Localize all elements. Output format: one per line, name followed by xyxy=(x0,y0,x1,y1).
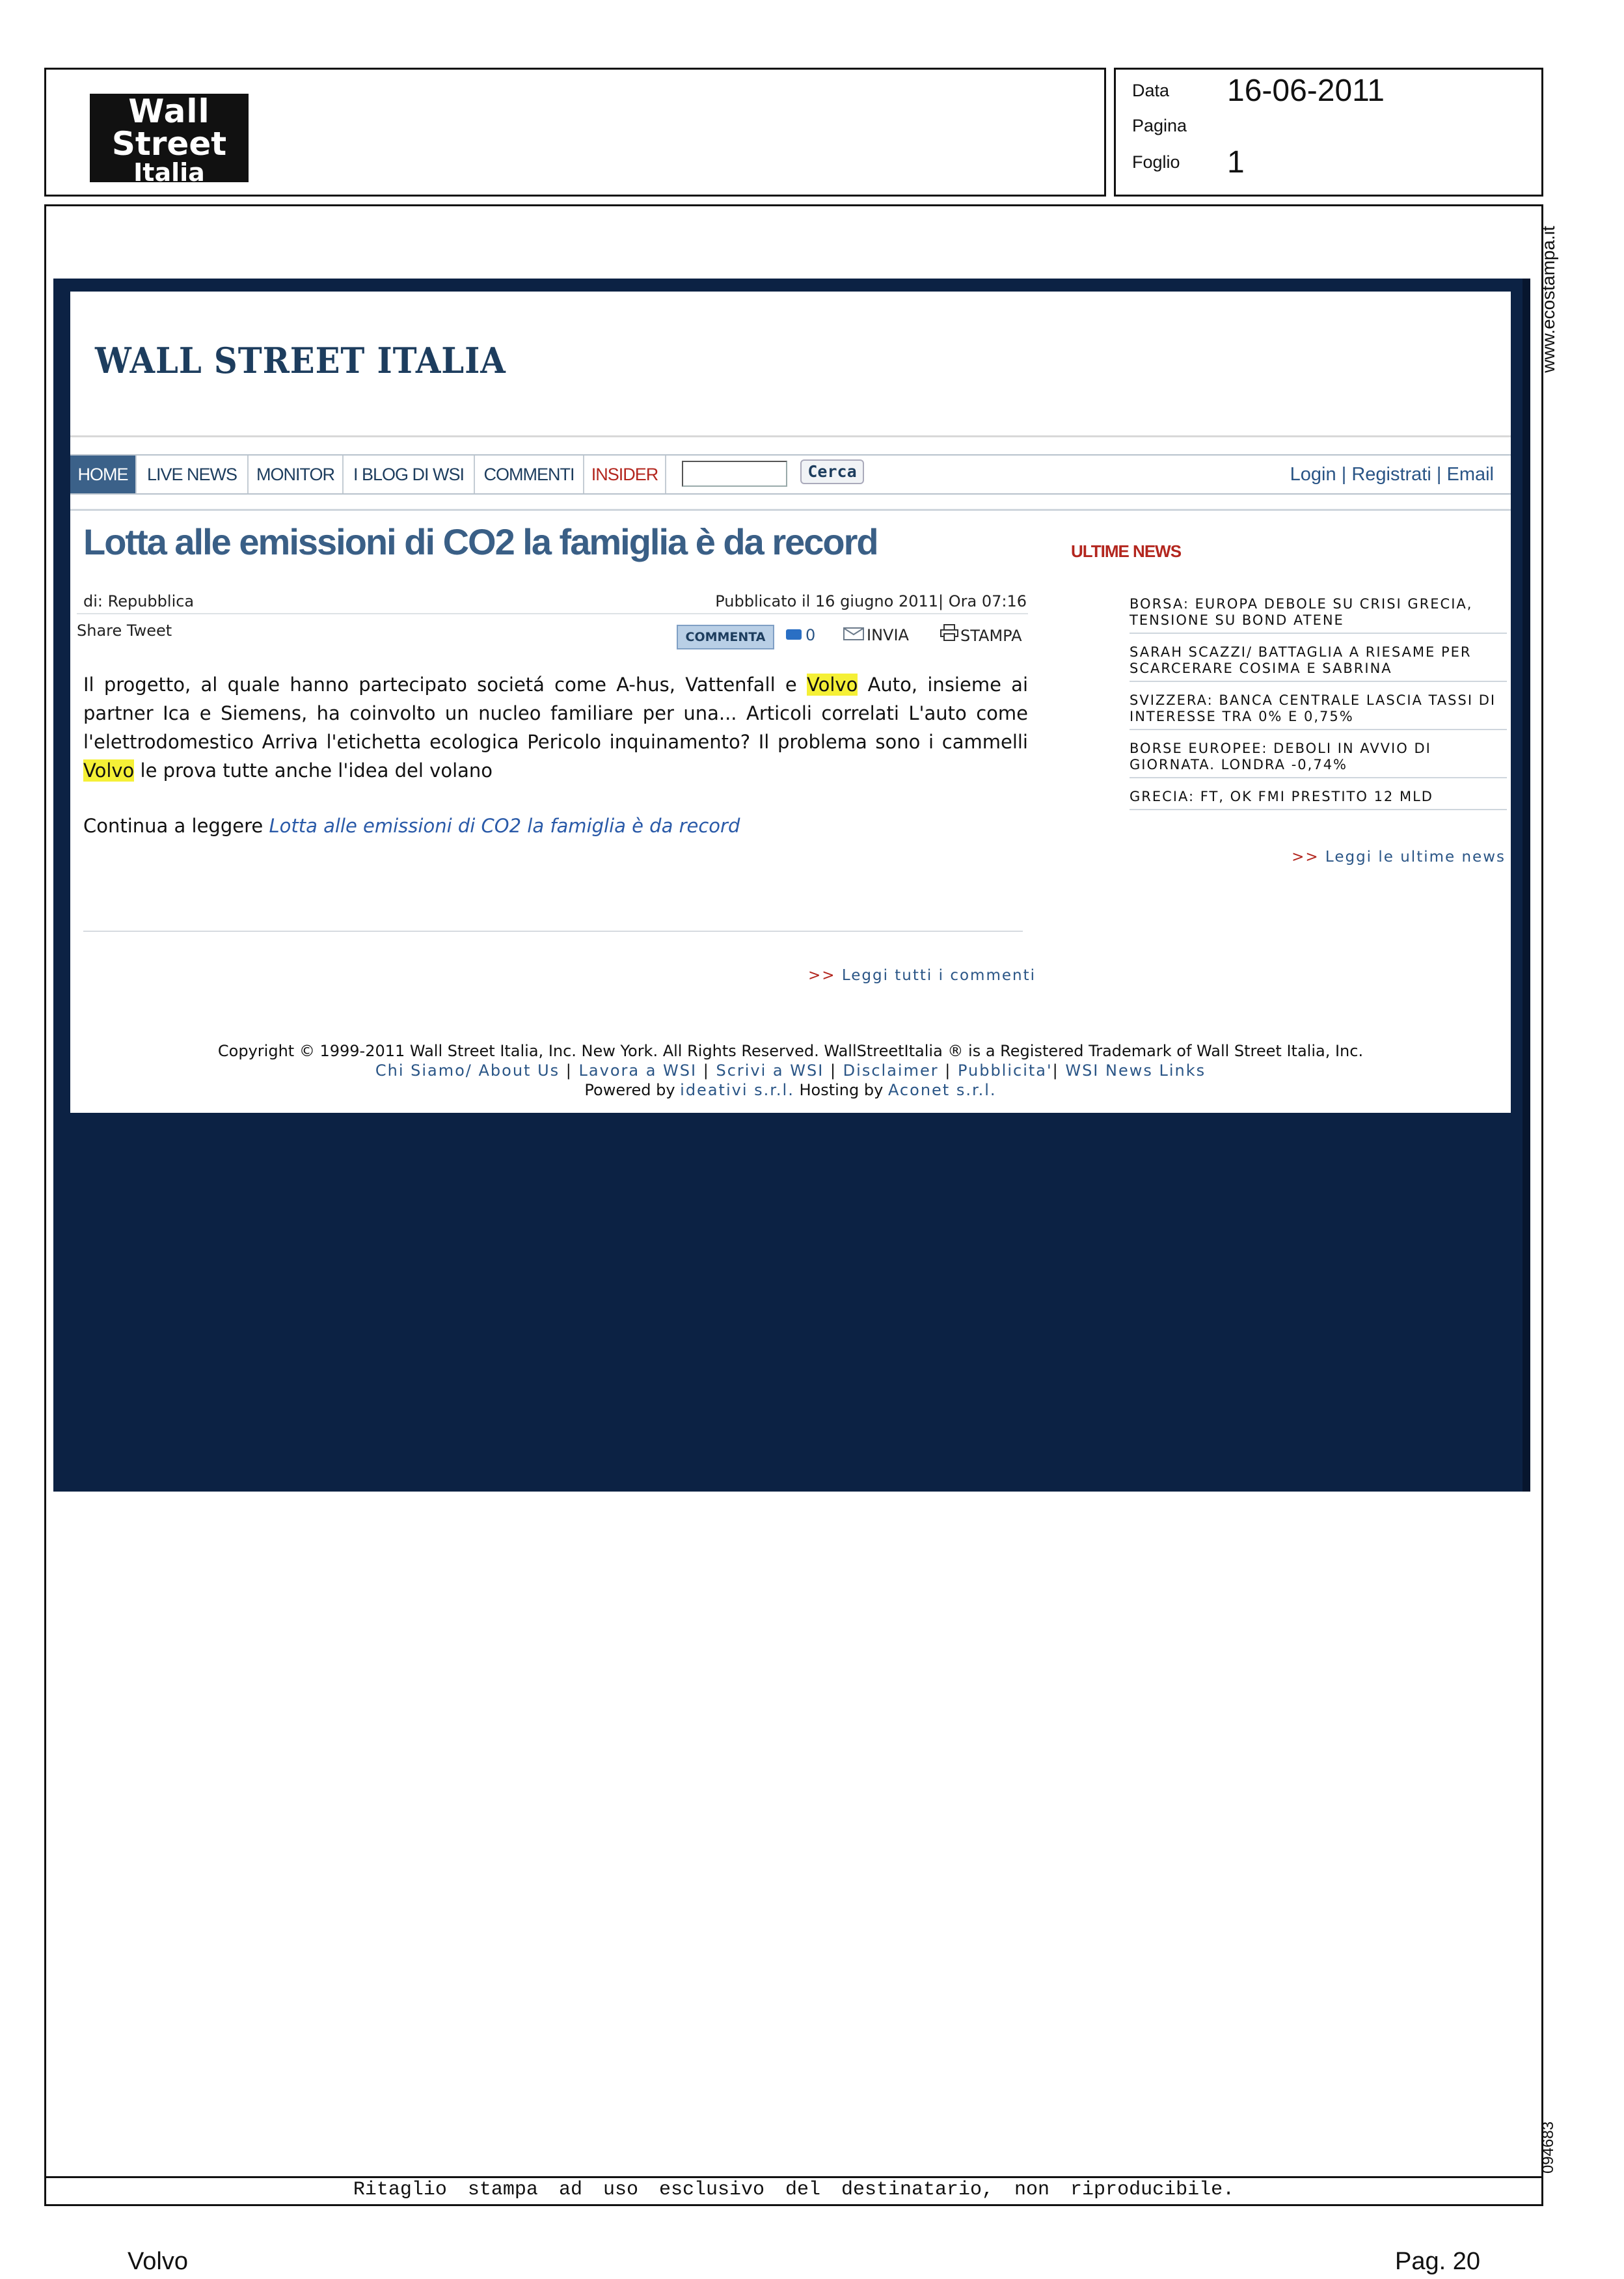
link-separator: | xyxy=(1052,1061,1059,1080)
search-input[interactable] xyxy=(682,461,787,487)
send-label: INVIA xyxy=(867,626,909,644)
search-button[interactable]: Cerca xyxy=(800,459,864,484)
logo-line-2: Street xyxy=(111,125,227,163)
highlight-volvo: Volvo xyxy=(807,674,858,696)
foglio-label: Foglio xyxy=(1132,152,1180,172)
news-item[interactable]: SVIZZERA: BANCA CENTRALE LASCIA TASSI DI INTERESSE TRA 0% E 0,75% xyxy=(1130,692,1507,730)
powered-prefix: Powered by xyxy=(584,1081,681,1099)
login-link[interactable]: Login xyxy=(1290,464,1336,485)
read-all-comments-label: Leggi tutti i commenti xyxy=(841,967,1036,984)
disclaimer-divider xyxy=(44,2176,1543,2178)
footer-link-advertising[interactable]: Pubblicita' xyxy=(957,1061,1053,1080)
share-tweet-links[interactable]: Share Tweet xyxy=(77,621,172,640)
comment-count-value: 0 xyxy=(805,626,816,644)
nav-divider xyxy=(70,509,1511,511)
site-title[interactable]: WALL STREET ITALIA xyxy=(95,340,506,381)
nav-home[interactable]: HOME xyxy=(70,456,137,493)
nav-insider[interactable]: INSIDER xyxy=(584,456,666,493)
clipping-page-number: Pag. 20 xyxy=(1395,2248,1480,2275)
nav-live-news[interactable]: LIVE NEWS xyxy=(137,456,249,493)
footer-link-news-links[interactable]: WSI News Links xyxy=(1065,1061,1206,1080)
site-copyright: Copyright © 1999-2011 Wall Street Italia, Inc. New York. All Rights Reserved. WallStreetItalia ® is a Registered Trademark of Wall Street Italia, Inc. xyxy=(217,1042,1364,1060)
news-item[interactable]: GRECIA: FT, OK FMI PRESTITO 12 MLD xyxy=(1130,789,1507,810)
nav-commenti[interactable]: COMMENTI xyxy=(475,456,584,493)
speech-bubble-icon xyxy=(786,629,802,640)
body-text-2: Auto, insieme ai partner Ica e Siemens, ha coinvolto un nucleo familiare per una... Articoli correlati L'auto come l'elettrodomestico Arriva l'etichetta ecologica Pericolo inquinamento? Il problema sono i cammelli xyxy=(83,674,1028,753)
register-link[interactable]: Registrati xyxy=(1351,464,1431,485)
arrow-icon: >> xyxy=(807,967,836,984)
link-separator: | xyxy=(945,1061,952,1080)
pagina-label: Pagina xyxy=(1132,116,1187,135)
foglio-value: 1 xyxy=(1227,145,1245,180)
continue-prefix: Continua a leggere xyxy=(83,815,269,837)
read-latest-news-link[interactable] xyxy=(1236,849,1506,866)
send-link[interactable] xyxy=(843,626,909,644)
hosting-link[interactable]: Aconet s.r.l. xyxy=(887,1081,997,1099)
nav-blog-wsi[interactable]: I BLOG DI WSI xyxy=(344,456,475,493)
side-site-text: www.ecostampa.it xyxy=(1538,226,1558,373)
news-item[interactable]: SARAH SCAZZI/ BATTAGLIA A RIESAME PER SCARCERARE COSIMA E SABRINA xyxy=(1130,644,1507,682)
read-latest-news-label: Leggi le ultime news xyxy=(1325,849,1506,866)
email-link[interactable]: Email xyxy=(1446,464,1494,485)
clipping-subject: Volvo xyxy=(128,2248,188,2275)
article-published: Pubblicato il 16 giugno 2011| Ora 07:16 xyxy=(715,592,1027,610)
side-code-text: 094683 xyxy=(1539,2121,1557,2174)
news-item[interactable]: BORSA: EUROPA DEBOLE SU CRISI GRECIA, TENSIONE SU BOND ATENE xyxy=(1130,596,1507,634)
byline-divider xyxy=(77,613,1028,614)
wall-street-italia-logo xyxy=(90,94,249,182)
article-divider xyxy=(83,931,1023,932)
data-label: Data xyxy=(1132,81,1170,100)
news-item[interactable]: BORSE EUROPEE: DEBOLI IN AVVIO DI GIORNATA. LONDRA -0,74% xyxy=(1130,741,1507,778)
continue-link[interactable]: Lotta alle emissioni di CO2 la famiglia è da record xyxy=(269,815,740,837)
site-footer-links xyxy=(70,1061,1511,1080)
footer-link-contact[interactable]: Scrivi a WSI xyxy=(716,1061,824,1080)
print-link[interactable] xyxy=(940,626,1022,647)
body-text-1: Il progetto, al quale hanno partecipato societá come A-hus, Vattenfall e xyxy=(83,674,807,696)
hosting-prefix: Hosting by xyxy=(794,1081,888,1099)
footer-link-disclaimer[interactable]: Disclaimer xyxy=(843,1061,939,1080)
article-headline: Lotta alle emissioni di CO2 la famiglia è da record xyxy=(83,521,878,562)
logo-line-1: Wall xyxy=(128,94,210,130)
highlight-volvo: Volvo xyxy=(83,759,135,782)
side-code-label xyxy=(1536,2108,1562,2187)
nav-monitor[interactable]: MONITOR xyxy=(249,456,344,493)
footer-link-about[interactable]: Chi Siamo/ About Us xyxy=(375,1061,560,1080)
account-links xyxy=(1249,456,1494,493)
data-value: 16-06-2011 xyxy=(1227,74,1385,108)
link-separator: | xyxy=(565,1061,573,1080)
read-all-comments-link[interactable] xyxy=(799,967,1036,984)
footer-link-careers[interactable]: Lavora a WSI xyxy=(578,1061,697,1080)
logo-line-3: Italia xyxy=(133,158,205,182)
body-text-3: le prova tutte anche l'idea del volano xyxy=(134,759,493,782)
envelope-icon xyxy=(843,627,864,640)
comment-count[interactable] xyxy=(786,626,815,644)
site-background-edge xyxy=(1522,279,1530,1492)
clipping-disclaimer: Ritaglio stampa ad uso esclusivo del destinatario, non riproducibile. xyxy=(353,2179,1235,2201)
side-site-label xyxy=(1536,215,1562,384)
site-powered-by xyxy=(70,1080,1511,1100)
article-byline: di: Repubblica xyxy=(83,592,195,610)
powered-link[interactable]: ideativi s.r.l. xyxy=(680,1081,794,1099)
print-label: STAMPA xyxy=(960,627,1022,645)
printer-icon xyxy=(940,624,959,645)
latest-news-title: ULTIME NEWS xyxy=(1071,541,1182,561)
link-separator: | xyxy=(1436,464,1442,485)
link-separator: | xyxy=(703,1061,710,1080)
link-separator: | xyxy=(1341,464,1347,485)
continue-reading xyxy=(83,815,1028,837)
arrow-icon: >> xyxy=(1292,849,1320,866)
article-body xyxy=(83,670,1028,785)
link-separator: | xyxy=(830,1061,837,1080)
comment-button[interactable]: COMMENTA xyxy=(677,625,774,649)
